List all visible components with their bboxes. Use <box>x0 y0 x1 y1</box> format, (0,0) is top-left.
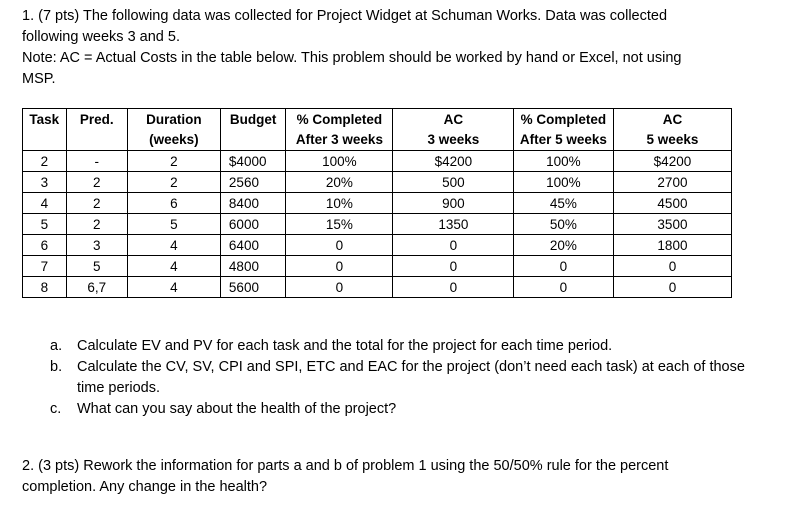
cell-pred: 2 <box>66 193 127 214</box>
cell-task: 6 <box>23 235 67 256</box>
question-text: What can you say about the health of the project? <box>77 401 397 417</box>
cell-task: 3 <box>23 172 67 193</box>
question-label: c. <box>50 401 62 417</box>
problem-1-note-line-2: MSP. <box>22 71 56 87</box>
cell-ac-5: 4500 <box>613 193 732 214</box>
cell-ac-3: 0 <box>393 277 514 298</box>
cell-pct-3: 100% <box>286 151 393 172</box>
cell-pct-3: 0 <box>286 256 393 277</box>
header-ac-3-weeks: AC 3 weeks <box>393 109 514 151</box>
problem-2 <box>22 456 772 498</box>
question-label: a. <box>50 338 63 354</box>
cell-ac-5: 2700 <box>613 172 732 193</box>
header-pct-5-weeks: % Completed After 5 weeks <box>514 109 613 151</box>
cell-task: 2 <box>23 151 67 172</box>
cell-pct-5: 20% <box>514 235 613 256</box>
cell-duration: 5 <box>127 214 220 235</box>
table-header-row <box>23 109 787 151</box>
question-text: Calculate the CV, SV, CPI and SPI, ETC and EAC for the project (don’t need each task) at each of those time periods. <box>77 359 745 396</box>
cell-pct-3: 15% <box>286 214 393 235</box>
cell-budget: 2560 <box>220 172 286 193</box>
cell-duration: 4 <box>127 256 220 277</box>
cell-ac-5: 3500 <box>613 214 732 235</box>
cell-task: 7 <box>23 256 67 277</box>
list-item <box>50 399 750 420</box>
problem-2-line-1: 2. (3 pts) Rework the information for parts a and b of problem 1 using the 50/50% rule for the percent <box>22 458 669 474</box>
cell-pct-5: 50% <box>514 214 613 235</box>
cell-pct-5: 0 <box>514 277 613 298</box>
cell-pred: 2 <box>66 214 127 235</box>
question-list <box>50 336 750 420</box>
cell-duration: 6 <box>127 193 220 214</box>
cell-duration: 4 <box>127 277 220 298</box>
cell-pred: 5 <box>66 256 127 277</box>
cell-ac-3: 0 <box>393 256 514 277</box>
cell-duration: 2 <box>127 151 220 172</box>
cell-ac-5: 0 <box>613 277 732 298</box>
cell-budget: $4000 <box>220 151 286 172</box>
cell-pct-5: 0 <box>514 256 613 277</box>
cell-task: 4 <box>23 193 67 214</box>
cell-task: 5 <box>23 214 67 235</box>
table-row <box>23 235 787 256</box>
table-row <box>23 256 787 277</box>
table-row <box>23 151 787 172</box>
cell-budget: 6000 <box>220 214 286 235</box>
cell-duration: 4 <box>127 235 220 256</box>
cell-ac-3: 900 <box>393 193 514 214</box>
problem-1-intro <box>22 6 772 90</box>
cell-budget: 6400 <box>220 235 286 256</box>
cell-pct-5: 100% <box>514 151 613 172</box>
cell-duration: 2 <box>127 172 220 193</box>
table-row <box>23 277 787 298</box>
cell-pct-3: 10% <box>286 193 393 214</box>
problem-1-line-2: following weeks 3 and 5. <box>22 29 180 45</box>
header-ac-5-weeks: AC 5 weeks <box>613 109 732 151</box>
table-row <box>23 193 787 214</box>
problem-1-line-1: 1. (7 pts) The following data was collected for Project Widget at Schuman Works. Data was collected <box>22 8 668 24</box>
cell-ac-3: 1350 <box>393 214 514 235</box>
header-pred: Pred. <box>66 109 127 151</box>
table-row <box>23 172 787 193</box>
header-budget: Budget <box>220 109 286 151</box>
project-data-table <box>22 108 787 298</box>
header-pct-3-weeks: % Completed After 3 weeks <box>286 109 393 151</box>
cell-ac-3: 500 <box>393 172 514 193</box>
cell-ac-5: 0 <box>613 256 732 277</box>
cell-pred: 6,7 <box>66 277 127 298</box>
cell-pct-5: 100% <box>514 172 613 193</box>
header-task: Task <box>23 109 67 151</box>
problem-2-line-2: completion. Any change in the health? <box>22 479 268 495</box>
cell-pred: - <box>66 151 127 172</box>
cell-pct-3: 20% <box>286 172 393 193</box>
cell-ac-3: 0 <box>393 235 514 256</box>
list-item <box>50 336 750 357</box>
cell-budget: 4800 <box>220 256 286 277</box>
cell-ac-5: $4200 <box>613 151 732 172</box>
cell-pred: 2 <box>66 172 127 193</box>
cell-ac-5: 1800 <box>613 235 732 256</box>
cell-budget: 8400 <box>220 193 286 214</box>
question-label: b. <box>50 359 63 375</box>
header-duration: Duration (weeks) <box>127 109 220 151</box>
list-item <box>50 357 750 399</box>
cell-pct-3: 0 <box>286 235 393 256</box>
cell-budget: 5600 <box>220 277 286 298</box>
cell-pred: 3 <box>66 235 127 256</box>
problem-1-note-line-1: Note: AC = Actual Costs in the table below. This problem should be worked by hand or Excel, not using <box>22 50 682 66</box>
cell-pct-5: 45% <box>514 193 613 214</box>
table-row <box>23 214 787 235</box>
question-text: Calculate EV and PV for each task and the total for the project for each time period. <box>77 338 613 354</box>
cell-ac-3: $4200 <box>393 151 514 172</box>
cell-task: 8 <box>23 277 67 298</box>
cell-pct-3: 0 <box>286 277 393 298</box>
